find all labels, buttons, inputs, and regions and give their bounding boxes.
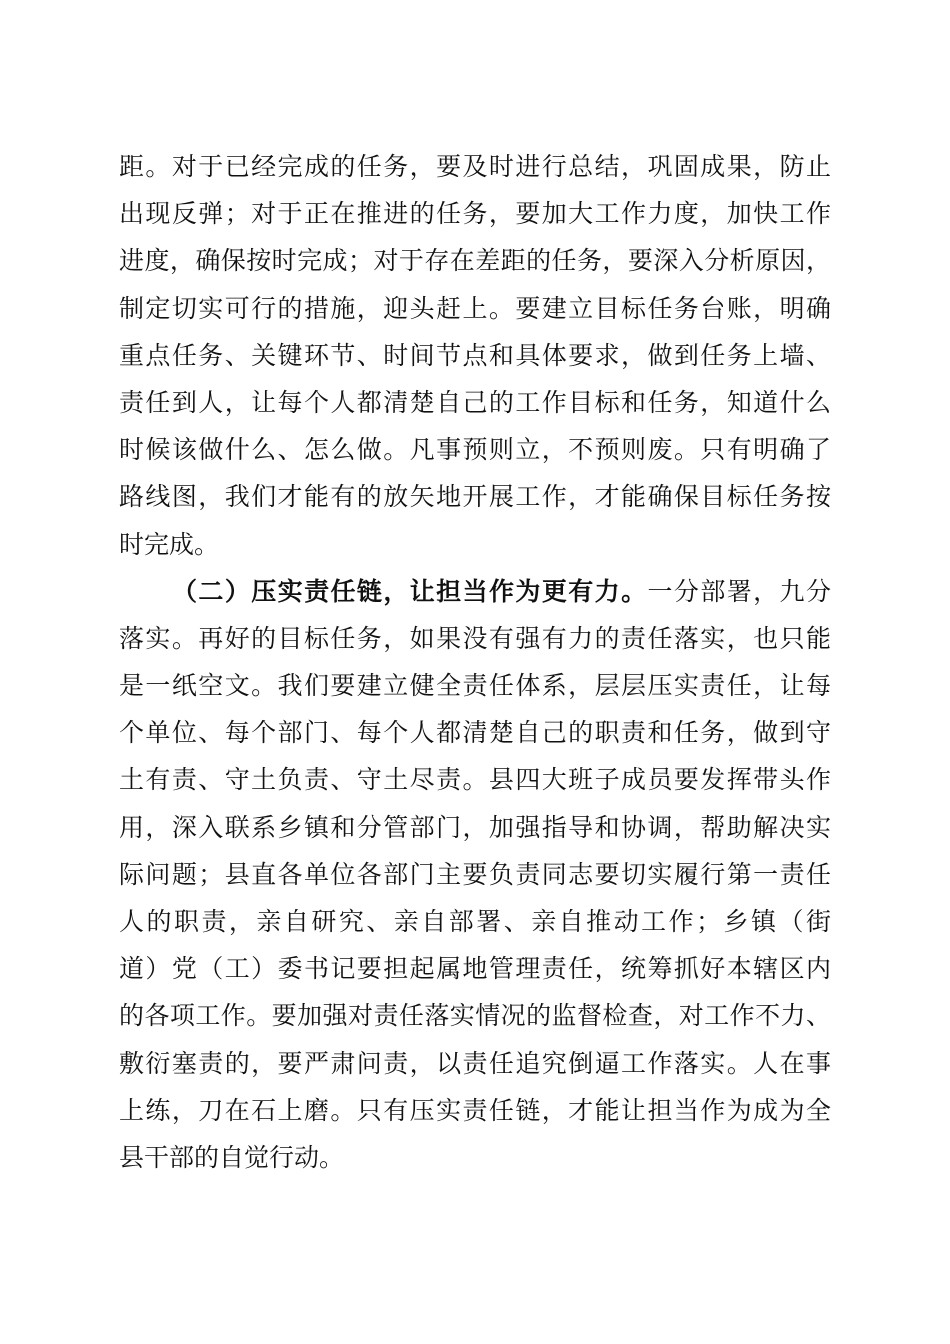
paragraph-line: 敷衍塞责的，要严肃问责，以责任追究倒逼工作落实。人在事 (119, 1048, 831, 1078)
paragraph-line: 的各项工作。要加强对责任落实情况的监督检查，对工作不力、 (119, 1001, 831, 1031)
paragraph-line: 是一纸空文。我们要建立健全责任体系，层层压实责任，让每 (119, 671, 831, 701)
section-heading-line (119, 568, 831, 615)
paragraph-line: 上练，刀在石上磨。只有压实责任链，才能让担当作为成为全 (119, 1095, 831, 1125)
section-heading: （二）压实责任链，让担当作为更有力。 (172, 576, 648, 606)
paragraph-line: 个单位、每个部门、每个人都清楚自己的职责和任务，做到守 (119, 718, 831, 748)
paragraph-line: 人的职责，亲自研究、亲自部署、亲自推动工作；乡镇（街 (119, 907, 831, 936)
paragraph-line: 责任到人，让每个人都清楚自己的工作目标和任务，知道什么 (119, 387, 831, 417)
paragraph-line: 进度，确保按时完成；对于存在差距的任务，要深入分析原因， (119, 246, 831, 276)
paragraph-line: 重点任务、关键环节、时间节点和具体要求，做到任务上墙、 (119, 340, 831, 370)
document-body (119, 143, 831, 1181)
paragraph-line: 道）党（工）委书记要担起属地管理责任，统筹抓好本辖区内 (119, 954, 831, 984)
paragraph-line: 制定切实可行的措施，迎头赶上。要建立目标任务台账，明确 (119, 293, 831, 323)
paragraph-line: 县干部的自觉行动。 (119, 1142, 345, 1172)
paragraph-line: 出现反弹；对于正在推进的任务，要加大工作力度，加快工作 (119, 199, 831, 229)
paragraph-line: 际问题；县直各单位各部门主要负责同志要切实履行第一责任 (119, 859, 831, 889)
section-first-line-text: 一分部署，九分 (647, 576, 831, 606)
paragraph-line: 落实。再好的目标任务，如果没有强有力的责任落实，也只能 (119, 623, 831, 653)
paragraph-line: 土有责、守土负责、守土尽责。县四大班子成员要发挥带头作 (119, 765, 831, 795)
paragraph-line: 用，深入联系乡镇和分管部门，加强指导和协调，帮助解决实 (119, 812, 831, 842)
paragraph-line: 路线图，我们才能有的放矢地开展工作，才能确保目标任务按 (119, 482, 831, 512)
paragraph-line: 距。对于已经完成的任务，要及时进行总结，巩固成果，防止 (119, 152, 831, 181)
paragraph-line: 时候该做什么、怎么做。凡事预则立，不预则废。只有明确了 (119, 435, 831, 465)
paragraph-line: 时完成。 (119, 529, 220, 559)
